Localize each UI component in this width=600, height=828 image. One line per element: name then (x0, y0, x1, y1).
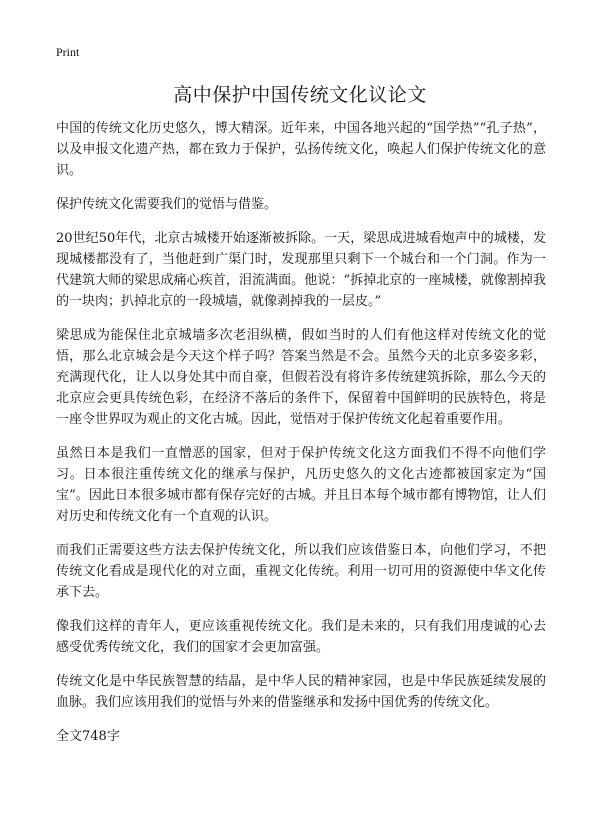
print-label: Print (56, 45, 80, 59)
paragraph-learning: 而我们正需要这些方法去保护传统文化，所以我们应该借鉴日本，向他们学习，不把传统文化看成是现代化的对立面，重视文化传统。利用一切可用的资源使中华文化传承下去。 (56, 543, 546, 600)
document-title: 高中保护中国传统文化议论文 (173, 84, 427, 106)
paragraph-beijing-history: 20世纪50年代，北京古城楼开始逐渐被拆除。一天，梁思成进城看炮声中的城楼，发现城楼都没有了，当他赶到广渠门时，发现那里只剩下一个城台和一个门洞。作为一代建筑大师的梁思成痛心疾首，泪流满面。他说：“拆掉北京的一座城楼，就像割掉我的一块肉；扒掉北京的一段城墙，就像剥掉我的一层皮。” (56, 231, 546, 309)
paragraph-awareness: 梁思成为能保住北京城墙多次老泪纵横，假如当时的人们有他这样对传统文化的觉悟，那么北京城会是今天这个样子吗？答案当然是不会。虽然今天的北京多姿多彩，充满现代化，让人以身处其中而自豪，但假若没有将许多传统建筑拆除，那么今天的北京应会更具传统色彩，在经济不落后的条件下，保留着中国鲜明的民族特色，将是一座令世界叹为观止的文化古城。因此，觉悟对于保护传统文化起着重要作用。 (56, 328, 546, 427)
paragraph-thesis: 保护传统文化需要我们的觉悟与借鉴。 (56, 197, 278, 212)
paragraph-intro: 中国的传统文化历史悠久，博大精深。近年来，中国各地兴起的“国学热”“孔子热”，以及申报文化遗产热，都在致力于保护，弘扬传统文化，唤起人们保护传统文化的意识。 (56, 121, 546, 178)
document-body (56, 118, 546, 747)
paragraph-japan: 虽然日本是我们一直憎恶的国家，但对于保护传统文化这方面我们不得不向他们学习。日本很注重传统文化的继承与保护，凡历史悠久的文化古迹都被国家定为“国宝”。因此日本很多城市都有保存完好的古城。并且日本每个城市都有博物馆，让人们对历史和传统文化有一个直观的认识。 (56, 446, 546, 524)
word-count: 全文748字 (56, 729, 120, 744)
paragraph-youth: 像我们这样的青年人，更应该重视传统文化。我们是未来的，只有我们用虔诚的心去感受优秀传统文化，我们的国家才会更加富强。 (56, 619, 546, 655)
paragraph-conclusion: 传统文化是中华民族智慧的结晶，是中华人民的精神家园，也是中华民族延续发展的血脉。我们应该用我们的觉悟与外来的借鉴继承和发扬中国优秀的传统文化。 (56, 674, 546, 710)
